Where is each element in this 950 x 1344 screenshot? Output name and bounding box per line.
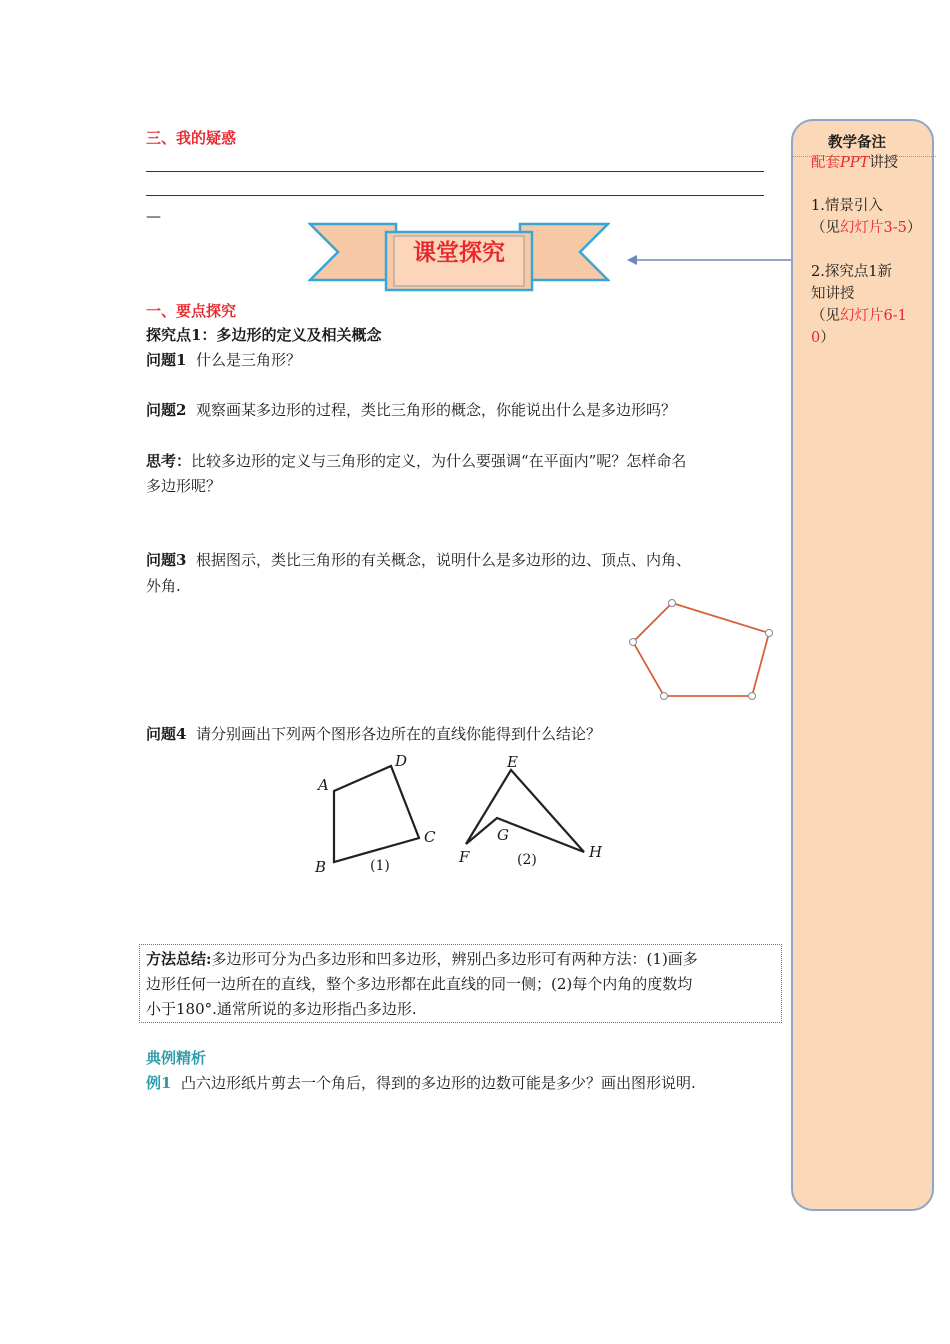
question-4-label: 问题4 (146, 725, 187, 743)
notes-ppt-prefix: 配套 (811, 155, 840, 171)
question-3-text-2: 外角. (146, 577, 181, 595)
vertex-label-h: H (589, 843, 603, 861)
question-4 (146, 722, 601, 747)
section-3-title: 三、我的疑惑 (146, 129, 237, 147)
notes-item-2-close: ） (820, 330, 835, 346)
question-3-text-1: 根据图示，类比三角形的有关概念，说明什么是多边形的边、顶点、内角、 (195, 551, 691, 569)
answer-line-tail: — (146, 207, 161, 225)
think-text-1: 比较多边形的定义与三角形的定义，为什么要强调“在平面内”呢？怎样命名 (191, 452, 687, 470)
notes-item-1-title: 1.情景引入 (811, 198, 883, 214)
method-text-2: 边形任何一边所在的直线，整个多边形都在此直线的同一侧；(2)每个内角的度数均 (146, 975, 693, 993)
question-1 (146, 348, 301, 373)
pentagon-figure (624, 596, 780, 704)
notes-item-2-open: （见 (811, 308, 840, 324)
method-text-3: 小于180°.通常所说的多边形指凸多边形. (146, 1000, 417, 1018)
notes-item-2-ref (811, 305, 923, 349)
sidebar-pointer-arrow (625, 252, 795, 268)
example-1 (146, 1071, 696, 1096)
section-1-title: 一、要点探究 (146, 302, 237, 320)
notes-item-2-title-b: 知讲授 (811, 286, 855, 302)
vertex-label-d: D (395, 752, 408, 770)
method-text-1: 多边形可分为凸多边形和凹多边形，辨别凸多边形可有两种方法：(1)画多 (211, 950, 698, 968)
notes-item-1-slides: 幻灯片3-5 (840, 220, 907, 236)
notes-ppt-suffix: 讲授 (869, 155, 899, 171)
vertex-label-a: A (318, 776, 329, 794)
vertex-label-b: B (315, 858, 327, 876)
question-2 (146, 398, 676, 423)
notes-ppt-word: PPT (840, 155, 870, 171)
vertex-label-e: E (507, 753, 518, 771)
notes-item-1-ref (811, 217, 923, 239)
think-line-1 (146, 449, 686, 474)
answer-line-2 (146, 195, 764, 196)
question-4-text: 请分别画出下列两个图形各边所在的直线你能得到什么结论？ (195, 725, 601, 743)
question-2-text: 观察画某多边形的过程，类比三角形的概念，你能说出什么是多边形吗？ (195, 401, 676, 419)
question-2-label: 问题2 (146, 401, 187, 419)
notes-item-1-close: ） (906, 220, 922, 236)
notes-item-1-open: （见 (811, 220, 840, 236)
think-text-2: 多边形呢？ (146, 477, 222, 495)
answer-line-1 (146, 171, 764, 172)
point-1-title: 探究点1：多边形的定义及相关概念 (146, 326, 382, 344)
notes-ppt-line (811, 152, 898, 174)
vertex-label-g: G (497, 826, 509, 844)
example-heading: 典例精析 (146, 1049, 207, 1067)
method-label: 方法总结: (146, 950, 212, 968)
concave-figure-2 (456, 760, 596, 860)
banner-label: 课堂探究 (413, 240, 505, 266)
vertex-label-c: C (424, 828, 436, 846)
think-label: 思考： (146, 452, 192, 470)
question-3-label: 问题3 (146, 551, 187, 569)
notes-title: 教学备注 (828, 134, 886, 151)
example-1-label: 例1 (146, 1074, 172, 1092)
figure-1-caption: (1) (370, 858, 390, 874)
method-line-1 (146, 947, 698, 972)
question-1-label: 问题1 (146, 351, 187, 369)
figure-2-caption: (2) (517, 852, 537, 868)
notes-item-2-title-a: 2.探究点1新 (811, 264, 893, 280)
example-1-text: 凸六边形纸片剪去一个角后，得到的多边形的边数可能是多少？画出图形说明. (180, 1074, 696, 1092)
question-1-text: 什么是三角形？ (195, 351, 301, 369)
vertex-label-f: F (459, 848, 470, 866)
question-3 (146, 548, 691, 573)
notes-item-2-slides: 幻灯片6-10 (811, 308, 907, 346)
